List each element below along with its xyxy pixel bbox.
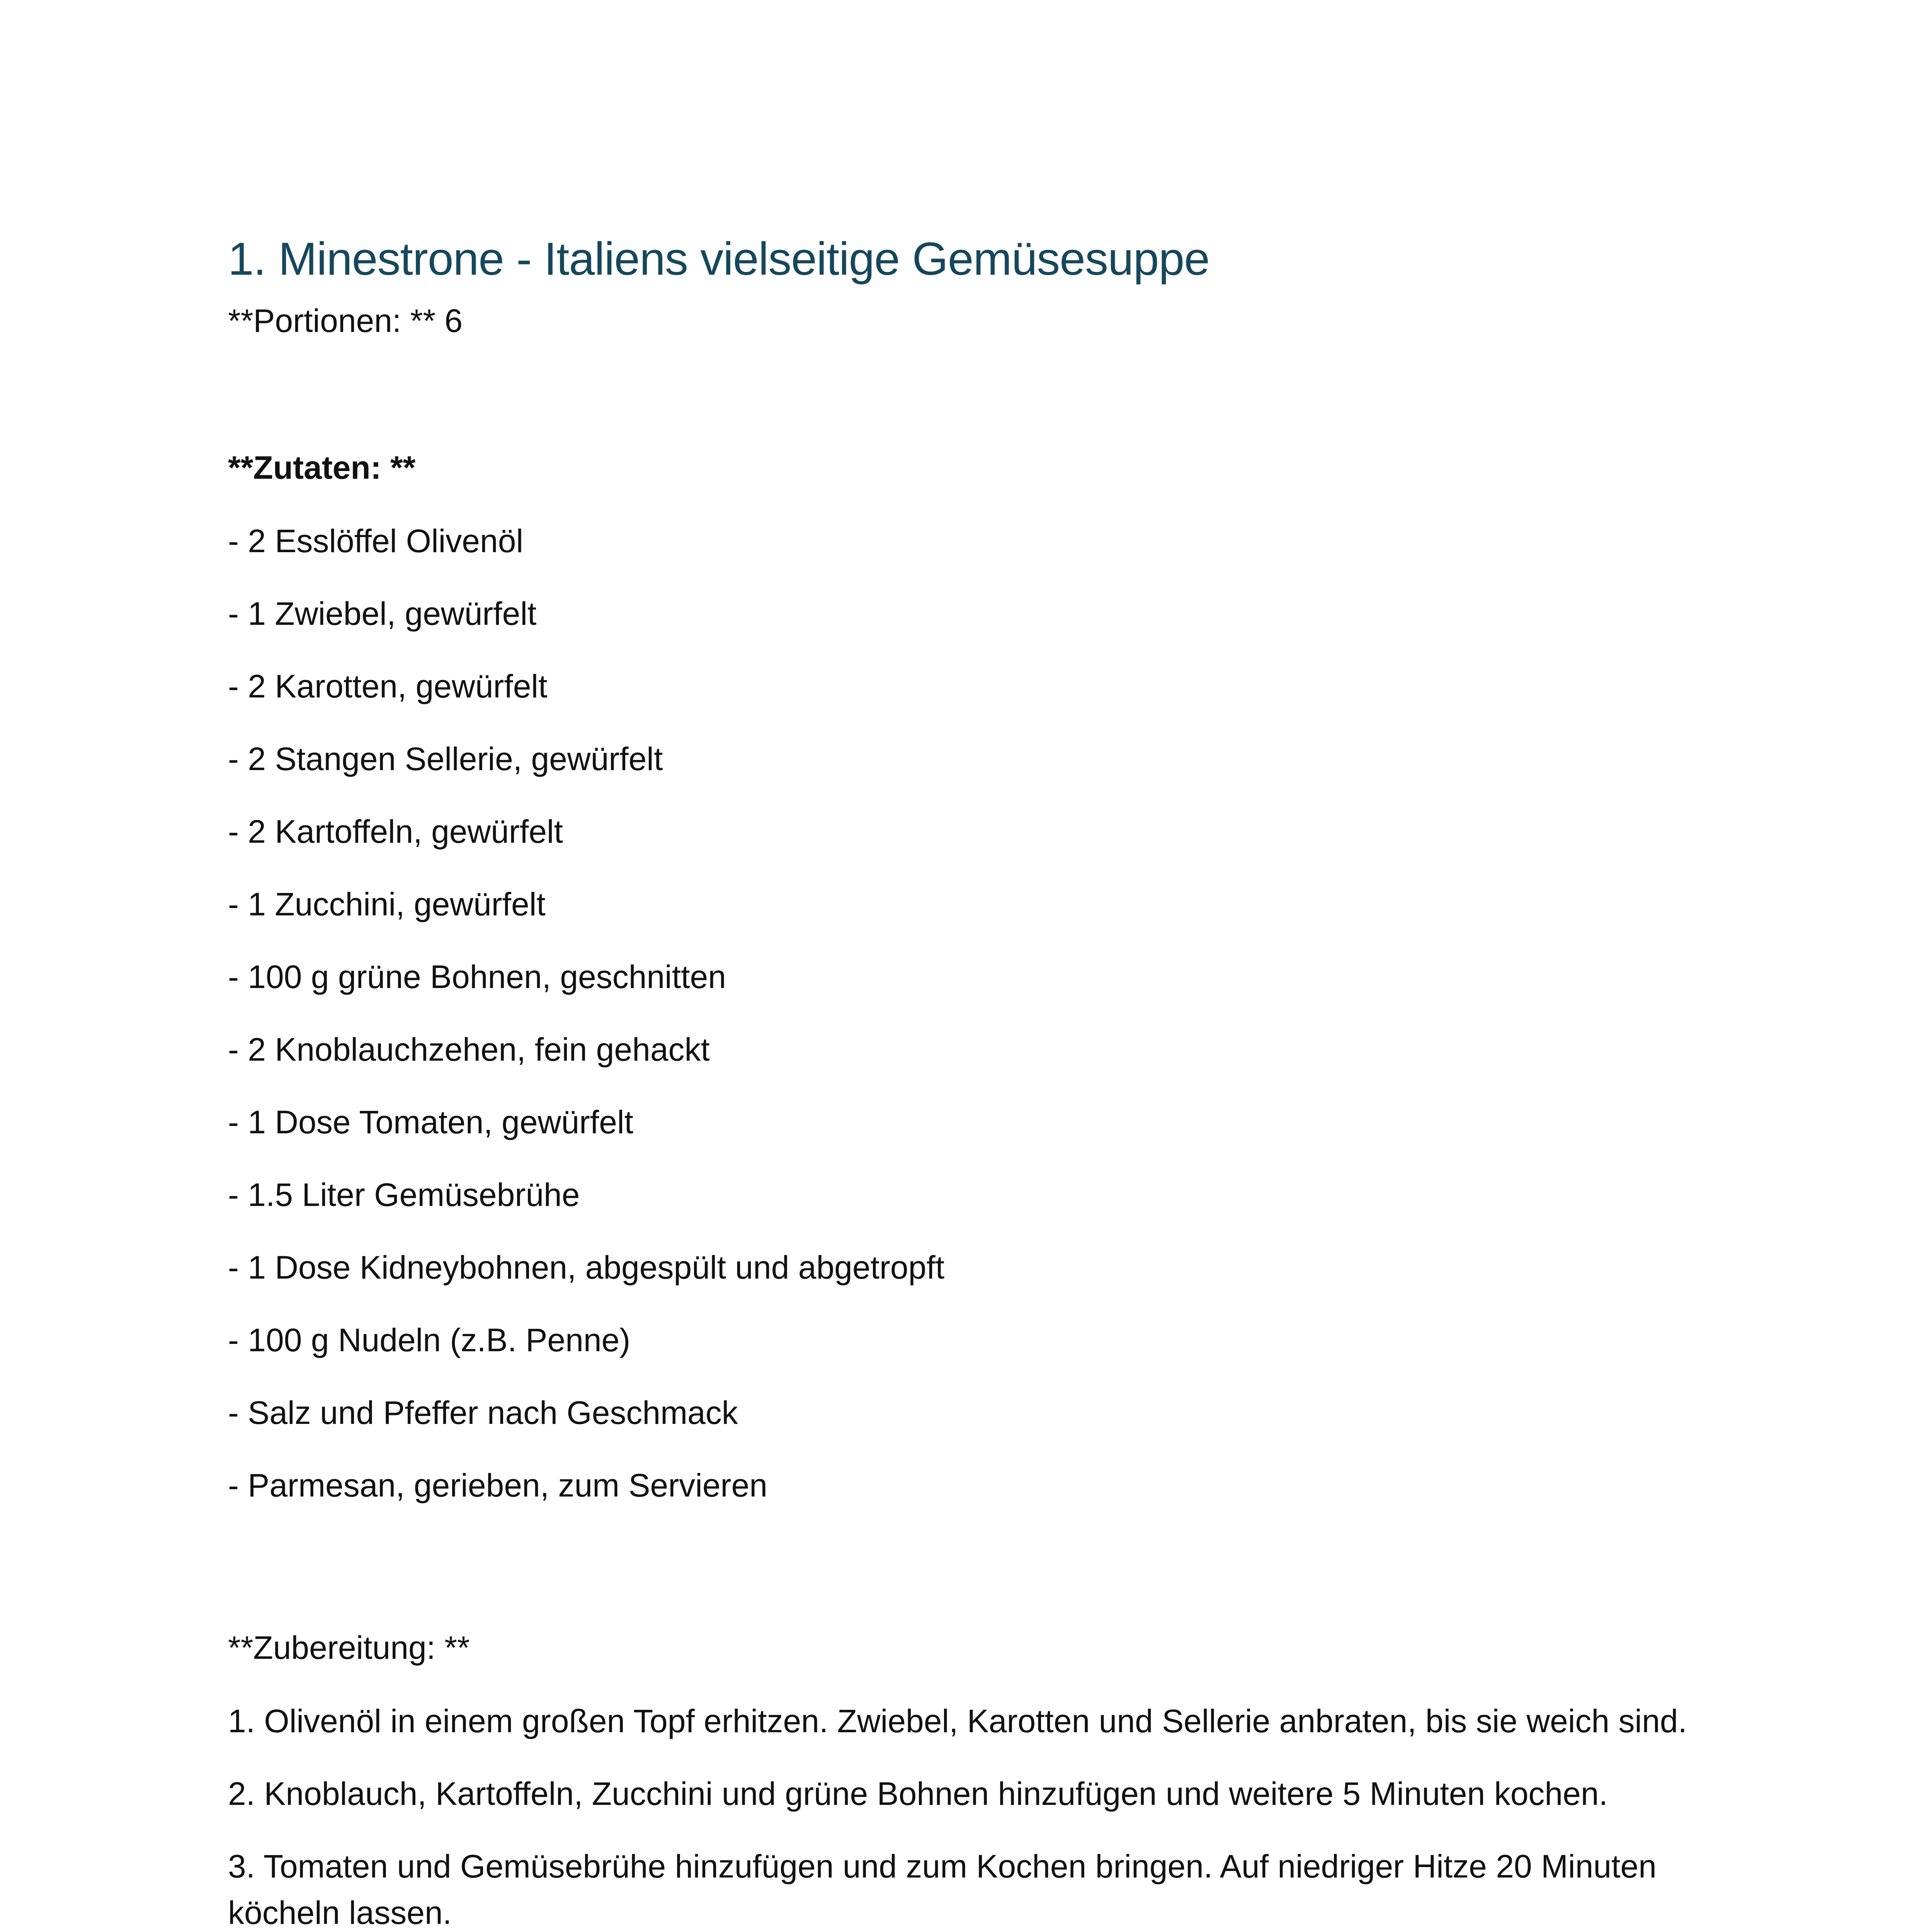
- ingredient-item: - 1 Dose Kidneybohnen, abgespült und abgetropft: [228, 1249, 945, 1286]
- ingredients-heading: **Zutaten: **: [228, 449, 416, 486]
- preparation-step: 2. Knoblauch, Kartoffeln, Zucchini und grüne Bohnen hinzufügen und weitere 5 Minuten kochen.: [228, 1776, 1608, 1812]
- preparation-step: 1. Olivenöl in einem großen Topf erhitzen. Zwiebel, Karotten und Sellerie anbraten, bis sie weich sind.: [228, 1703, 1687, 1739]
- ingredient-item: - 1 Zwiebel, gewürfelt: [228, 595, 537, 632]
- ingredient-item: - 1 Dose Tomaten, gewürfelt: [228, 1104, 633, 1140]
- ingredient-item: - 1.5 Liter Gemüsebrühe: [228, 1177, 580, 1213]
- ingredient-item: - Parmesan, gerieben, zum Servieren: [228, 1467, 767, 1503]
- ingredient-item: - 100 g grüne Bohnen, geschnitten: [228, 959, 726, 995]
- preparation-steps-list: [228, 1698, 1708, 1932]
- ingredient-item: - 2 Esslöffel Olivenöl: [228, 523, 524, 559]
- preparation-heading: **Zubereitung: **: [228, 1629, 470, 1666]
- preparation-step: 3. Tomaten und Gemüsebrühe hinzufügen und zum Kochen bringen. Auf niedriger Hitze 20 Minuten köcheln lassen.: [228, 1848, 1657, 1931]
- ingredient-item: - 2 Karotten, gewürfelt: [228, 668, 548, 704]
- ingredient-item: - Salz und Pfeffer nach Geschmack: [228, 1395, 738, 1431]
- ingredient-item: - 2 Stangen Sellerie, gewürfelt: [228, 741, 663, 777]
- servings-line: **Portionen: ** 6: [228, 303, 463, 339]
- ingredients-list: [228, 518, 1708, 1509]
- ingredient-item: - 1 Zucchini, gewürfelt: [228, 886, 546, 922]
- ingredient-item: - 2 Kartoffeln, gewürfelt: [228, 813, 563, 850]
- recipe-content: [228, 224, 1708, 1932]
- ingredient-item: - 100 g Nudeln (z.B. Penne): [228, 1322, 631, 1358]
- recipe-title: 1. Minestrone - Italiens vielseitige Gemüsesuppe: [228, 233, 1209, 285]
- ingredient-item: - 2 Knoblauchzehen, fein gehackt: [228, 1031, 710, 1068]
